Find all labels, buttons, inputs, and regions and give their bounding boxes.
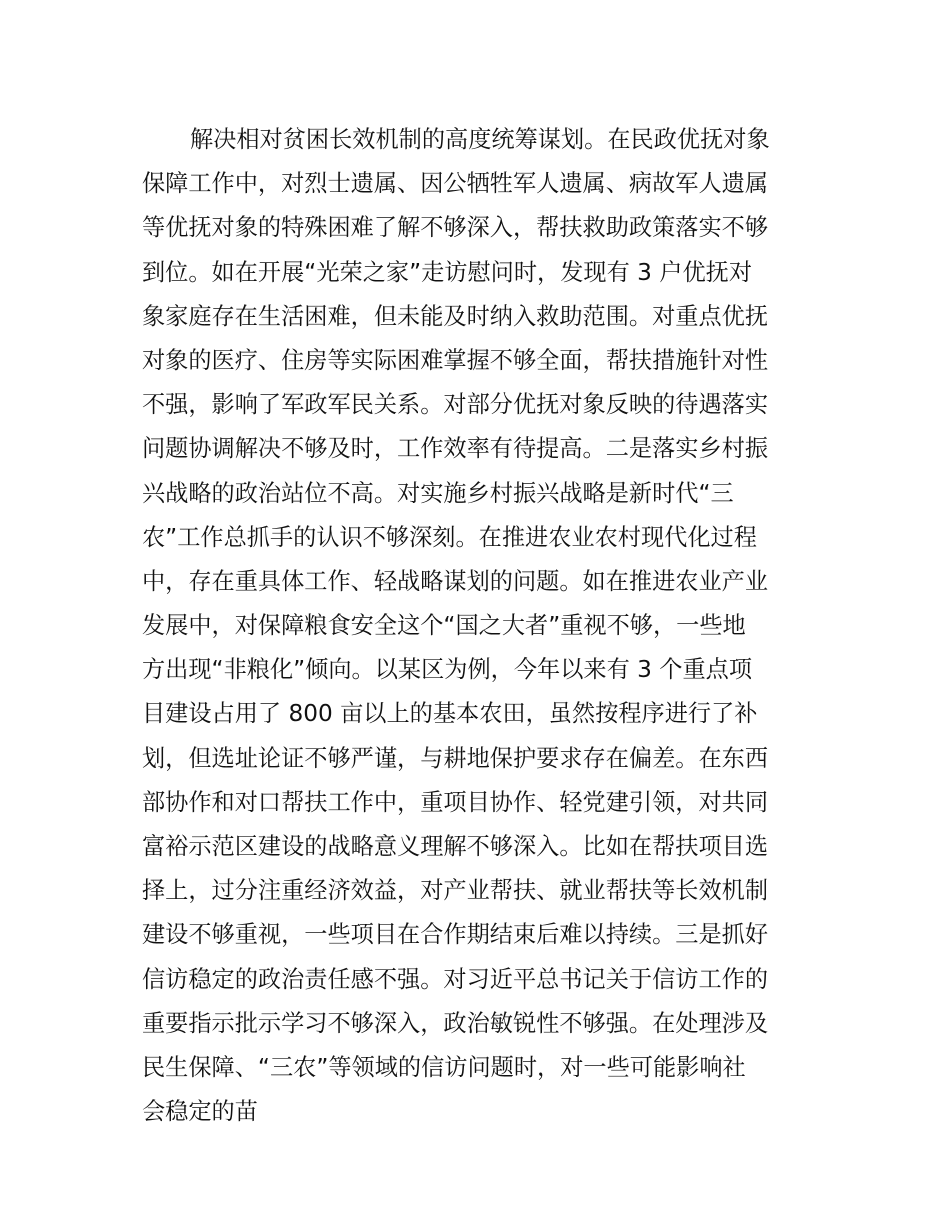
text-line-17: 富裕示范区建设的战略意义理解不够深入。比如在帮扶项目选: [142, 833, 769, 860]
text-line-23: 会稳定的苗: [142, 1098, 258, 1126]
text-line-13: 方出现“非粮化”倾向。以某区为例，今年以来有 3 个重点项: [142, 656, 753, 684]
text-line-19: 建设不够重视，一些项目在合作期结束后难以持续。三是抓好: [142, 921, 769, 949]
text-line-2: 保障工作中，对烈士遗属、因公牺牲军人遗属、病故军人遗属: [142, 170, 769, 198]
text-line-21: 重要指示批示学习不够深入，政治敏锐性不够强。在处理涉及: [142, 1009, 769, 1037]
text-line-7: 不强，影响了军政军民关系。对部分优抚对象反映的待遇落实: [142, 391, 769, 419]
text-line-4: 到位。如在开展“光荣之家”走访慰问时，发现有 3 户优抚对: [142, 258, 753, 286]
text-line-16: 部协作和对口帮扶工作中，重项目协作、轻党建引领，对共同: [142, 788, 769, 816]
text-line-3: 等优抚对象的特殊困难了解不够深入，帮扶救助政策落实不够: [142, 214, 769, 242]
text-line-22: 民生保障、“三农”等领域的信访问题时，对一些可能影响社: [142, 1053, 746, 1081]
text-line-9: 兴战略的政治站位不高。对实施乡村振兴战略是新时代“三: [142, 479, 734, 507]
text-line-10: 农”工作总抓手的认识不够深刻。在推进农业农村现代化过程: [142, 523, 757, 551]
text-line-1: 解决相对贫困长效机制的高度统筹谋划。在民政优抚对象: [190, 126, 770, 153]
text-line-8: 问题协调解决不够及时，工作效率有待提高。二是落实乡村振: [142, 435, 769, 463]
text-line-15: 划，但选址论证不够严谨，与耕地保护要求存在偏差。在东西: [142, 744, 769, 772]
text-line-5: 象家庭存在生活困难，但未能及时纳入救助范围。对重点优抚: [142, 302, 769, 330]
body-paragraph: [142, 118, 814, 1134]
text-line-11: 中，存在重具体工作、轻战略谋划的问题。如在推进农业产业: [142, 567, 769, 595]
text-line-20: 信访稳定的政治责任感不强。对习近平总书记关于信访工作的: [142, 965, 769, 993]
text-line-6: 对象的医疗、住房等实际困难掌握不够全面，帮扶措施针对性: [142, 346, 769, 374]
text-line-14: 目建设占用了 800 亩以上的基本农田，虽然按程序进行了补: [142, 700, 758, 728]
text-line-18: 择上，过分注重经济效益，对产业帮扶、就业帮扶等长效机制: [142, 877, 769, 905]
text-line-12: 发展中，对保障粮食安全这个“国之大者”重视不够，一些地: [142, 612, 746, 640]
